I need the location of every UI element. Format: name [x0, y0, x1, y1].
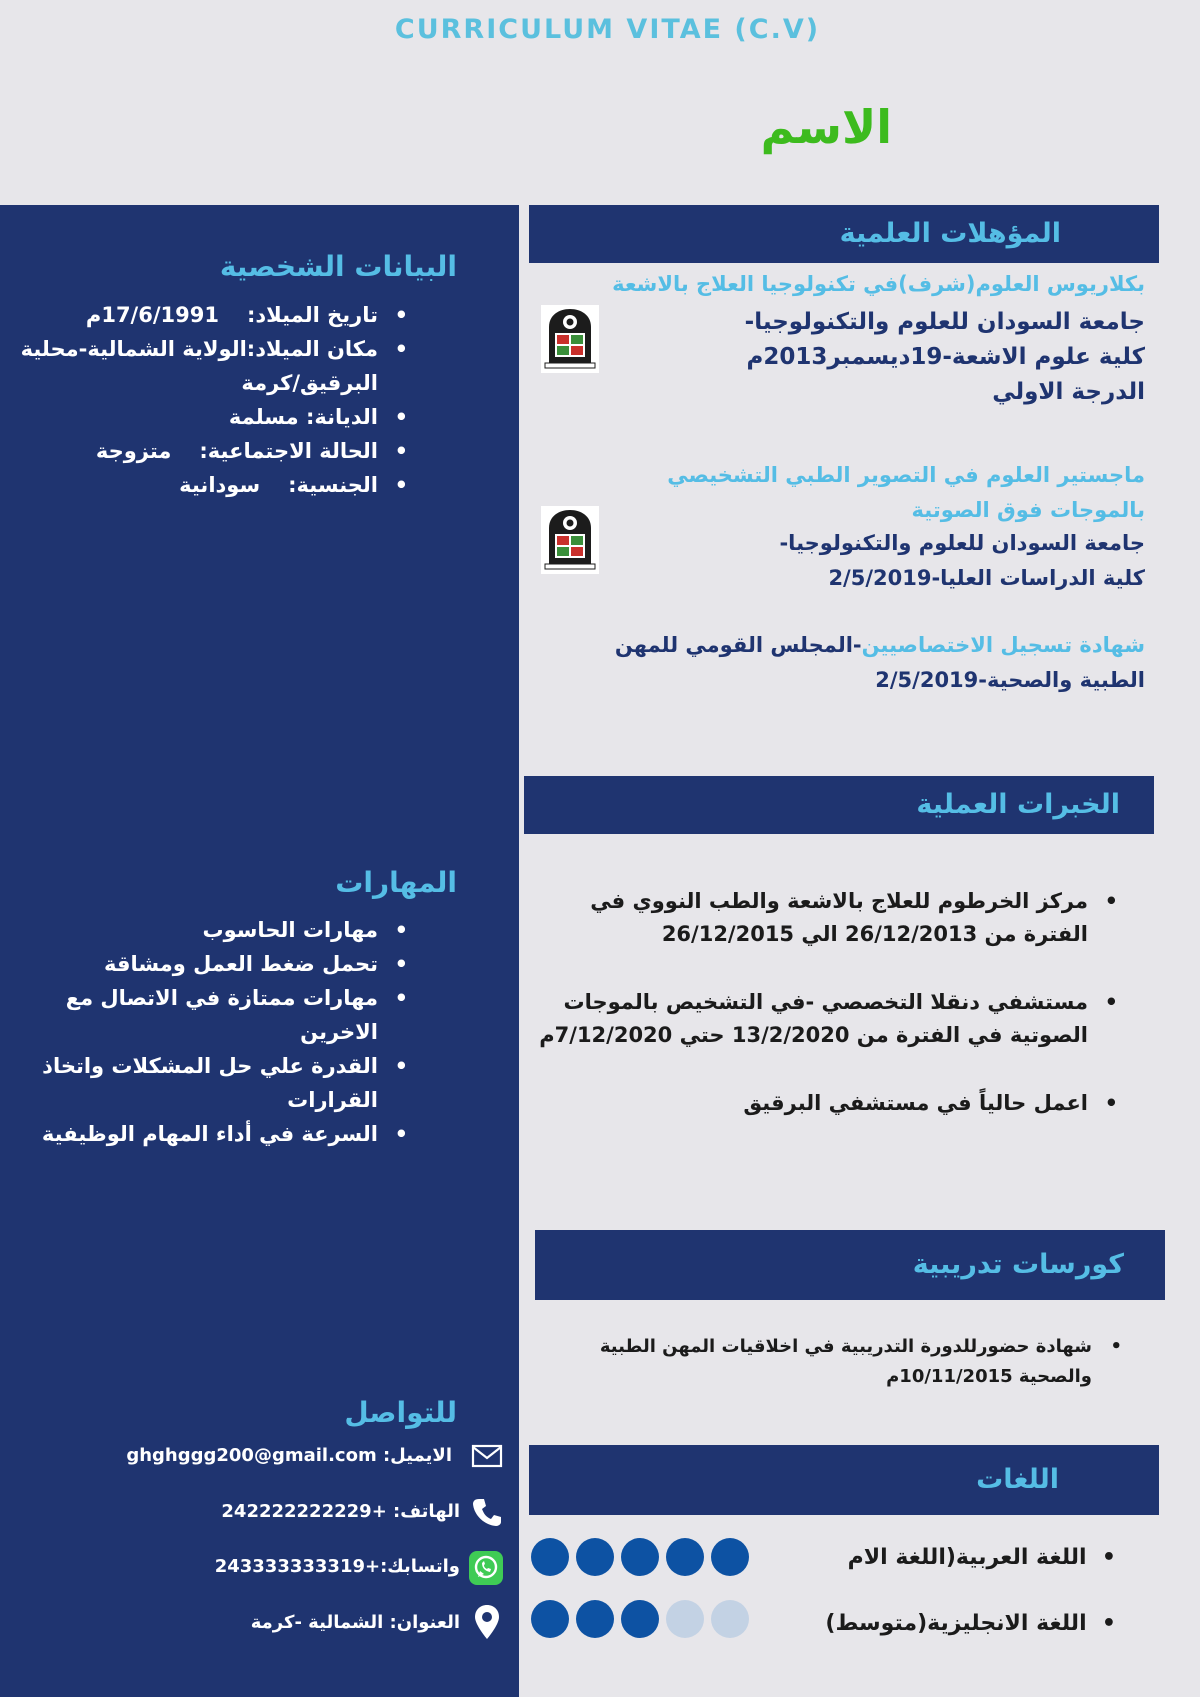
list-item: • القدرة علي حل المشكلات واتخاذ القرارات — [18, 1049, 418, 1117]
rating-dot-filled — [666, 1538, 704, 1576]
contact-email[interactable]: الايميل: ghghggg200@gmail.com — [126, 1445, 452, 1466]
language-name: اللغة الانجليزية(متوسط) — [825, 1611, 1087, 1636]
rating-dot-filled — [621, 1538, 659, 1576]
personal-data-list — [18, 298, 418, 502]
list-item: • الجنسية:سودانية — [18, 468, 418, 502]
envelope-icon — [471, 1440, 503, 1472]
bachelor-degree: بكلاريوس العلوم(شرف)في تكنولوجيا العلاج بالاشعة — [612, 272, 1145, 296]
rating-dot-filled — [621, 1600, 659, 1638]
contact-phone[interactable]: الهاتف: +242222222229 — [221, 1501, 460, 1522]
skills-title: المهارات — [335, 866, 457, 899]
rating-dot-filled — [711, 1538, 749, 1576]
list-item: • اعمل حالياً في مستشفي البرقيق — [530, 1087, 1120, 1120]
language-rating — [531, 1600, 756, 1642]
language-row: • اللغة الانجليزية(متوسط) — [825, 1611, 1116, 1636]
university-emblem-icon — [541, 305, 599, 373]
experience-list — [530, 885, 1120, 1120]
rating-dot-filled — [531, 1538, 569, 1576]
rating-dot-filled — [531, 1600, 569, 1638]
rating-dot-filled — [576, 1538, 614, 1576]
languages-header — [529, 1445, 1159, 1515]
personal-data-title: البيانات الشخصية — [219, 250, 457, 283]
phone-icon — [471, 1496, 503, 1528]
cv-title: CURRICULUM VITAE (C.V) — [394, 14, 821, 45]
contact-title: للتواصل — [344, 1396, 457, 1429]
university-emblem-icon — [541, 506, 599, 574]
list-item: • الديانة: مسلمة — [18, 400, 418, 434]
list-item: • مهارات ممتازة في الاتصال مع الاخرين — [18, 981, 418, 1049]
courses-title: كورسات تدريبية — [912, 1249, 1124, 1280]
list-item: • مركز الخرطوم للعلاج بالاشعة والطب النووي في الفترة من 26/12/2013 الي 26/12/2015 — [530, 885, 1120, 951]
language-rating — [531, 1538, 756, 1580]
contact-address: العنوان: الشمالية -كرمة — [250, 1612, 460, 1633]
list-item: • مستشفي دنقلا التخصصي -في التشخيص بالموجات الصوتية في الفترة من 13/2/2020 حتي 7/12/2020م — [530, 986, 1120, 1052]
languages-title: اللغات — [976, 1464, 1059, 1495]
skills-list — [18, 913, 418, 1151]
whatsapp-icon — [468, 1550, 504, 1586]
experience-title: الخبرات العملية — [916, 789, 1120, 820]
list-item: • تاريخ الميلاد:17/6/1991م — [18, 298, 418, 332]
rating-dot-empty — [666, 1600, 704, 1638]
qualifications-title: المؤهلات العلمية — [839, 218, 1061, 249]
bachelor-details: جامعة السودان للعلوم والتكنولوجيا- كلية علوم الاشعة-19ديسمبر2013م الدرجة الاولي — [744, 309, 1145, 405]
list-item: • مكان الميلاد:الولاية الشمالية-محلية البرقيق/كرمة — [18, 332, 418, 400]
master-degree: ماجستير العلوم في التصوير الطبي التشخيصي بالموجات فوق الصوتية — [667, 463, 1145, 522]
registration-certificate: شهادة تسجيل الاختصاصيين-المجلس القومي للمهن الطبية والصحية-2/5/2019 — [614, 633, 1145, 692]
contact-whatsapp[interactable]: واتسابك:+243333333319 — [214, 1556, 460, 1577]
language-row: • اللغة العربية(اللغة الام — [847, 1545, 1116, 1570]
list-item: • مهارات الحاسوب — [18, 913, 418, 947]
list-item: • شهادة حضورللدورة التدريبية في اخلاقيات المهن الطبية والصحية 10/11/2015م — [564, 1332, 1124, 1392]
language-name: اللغة العربية(اللغة الام — [847, 1545, 1087, 1570]
courses-list — [564, 1332, 1124, 1392]
rating-dot-filled — [576, 1600, 614, 1638]
list-item: • تحمل ضغط العمل ومشاقة — [18, 947, 418, 981]
person-name: الاسم — [760, 100, 892, 154]
location-pin-icon — [471, 1603, 503, 1641]
master-details: جامعة السودان للعلوم والتكنولوجيا- كلية الدراسات العليا-2/5/2019 — [779, 531, 1145, 590]
list-item: • الحالة الاجتماعية:متزوجة — [18, 434, 418, 468]
list-item: • السرعة في أداء المهام الوظيفية — [18, 1117, 418, 1151]
rating-dot-empty — [711, 1600, 749, 1638]
